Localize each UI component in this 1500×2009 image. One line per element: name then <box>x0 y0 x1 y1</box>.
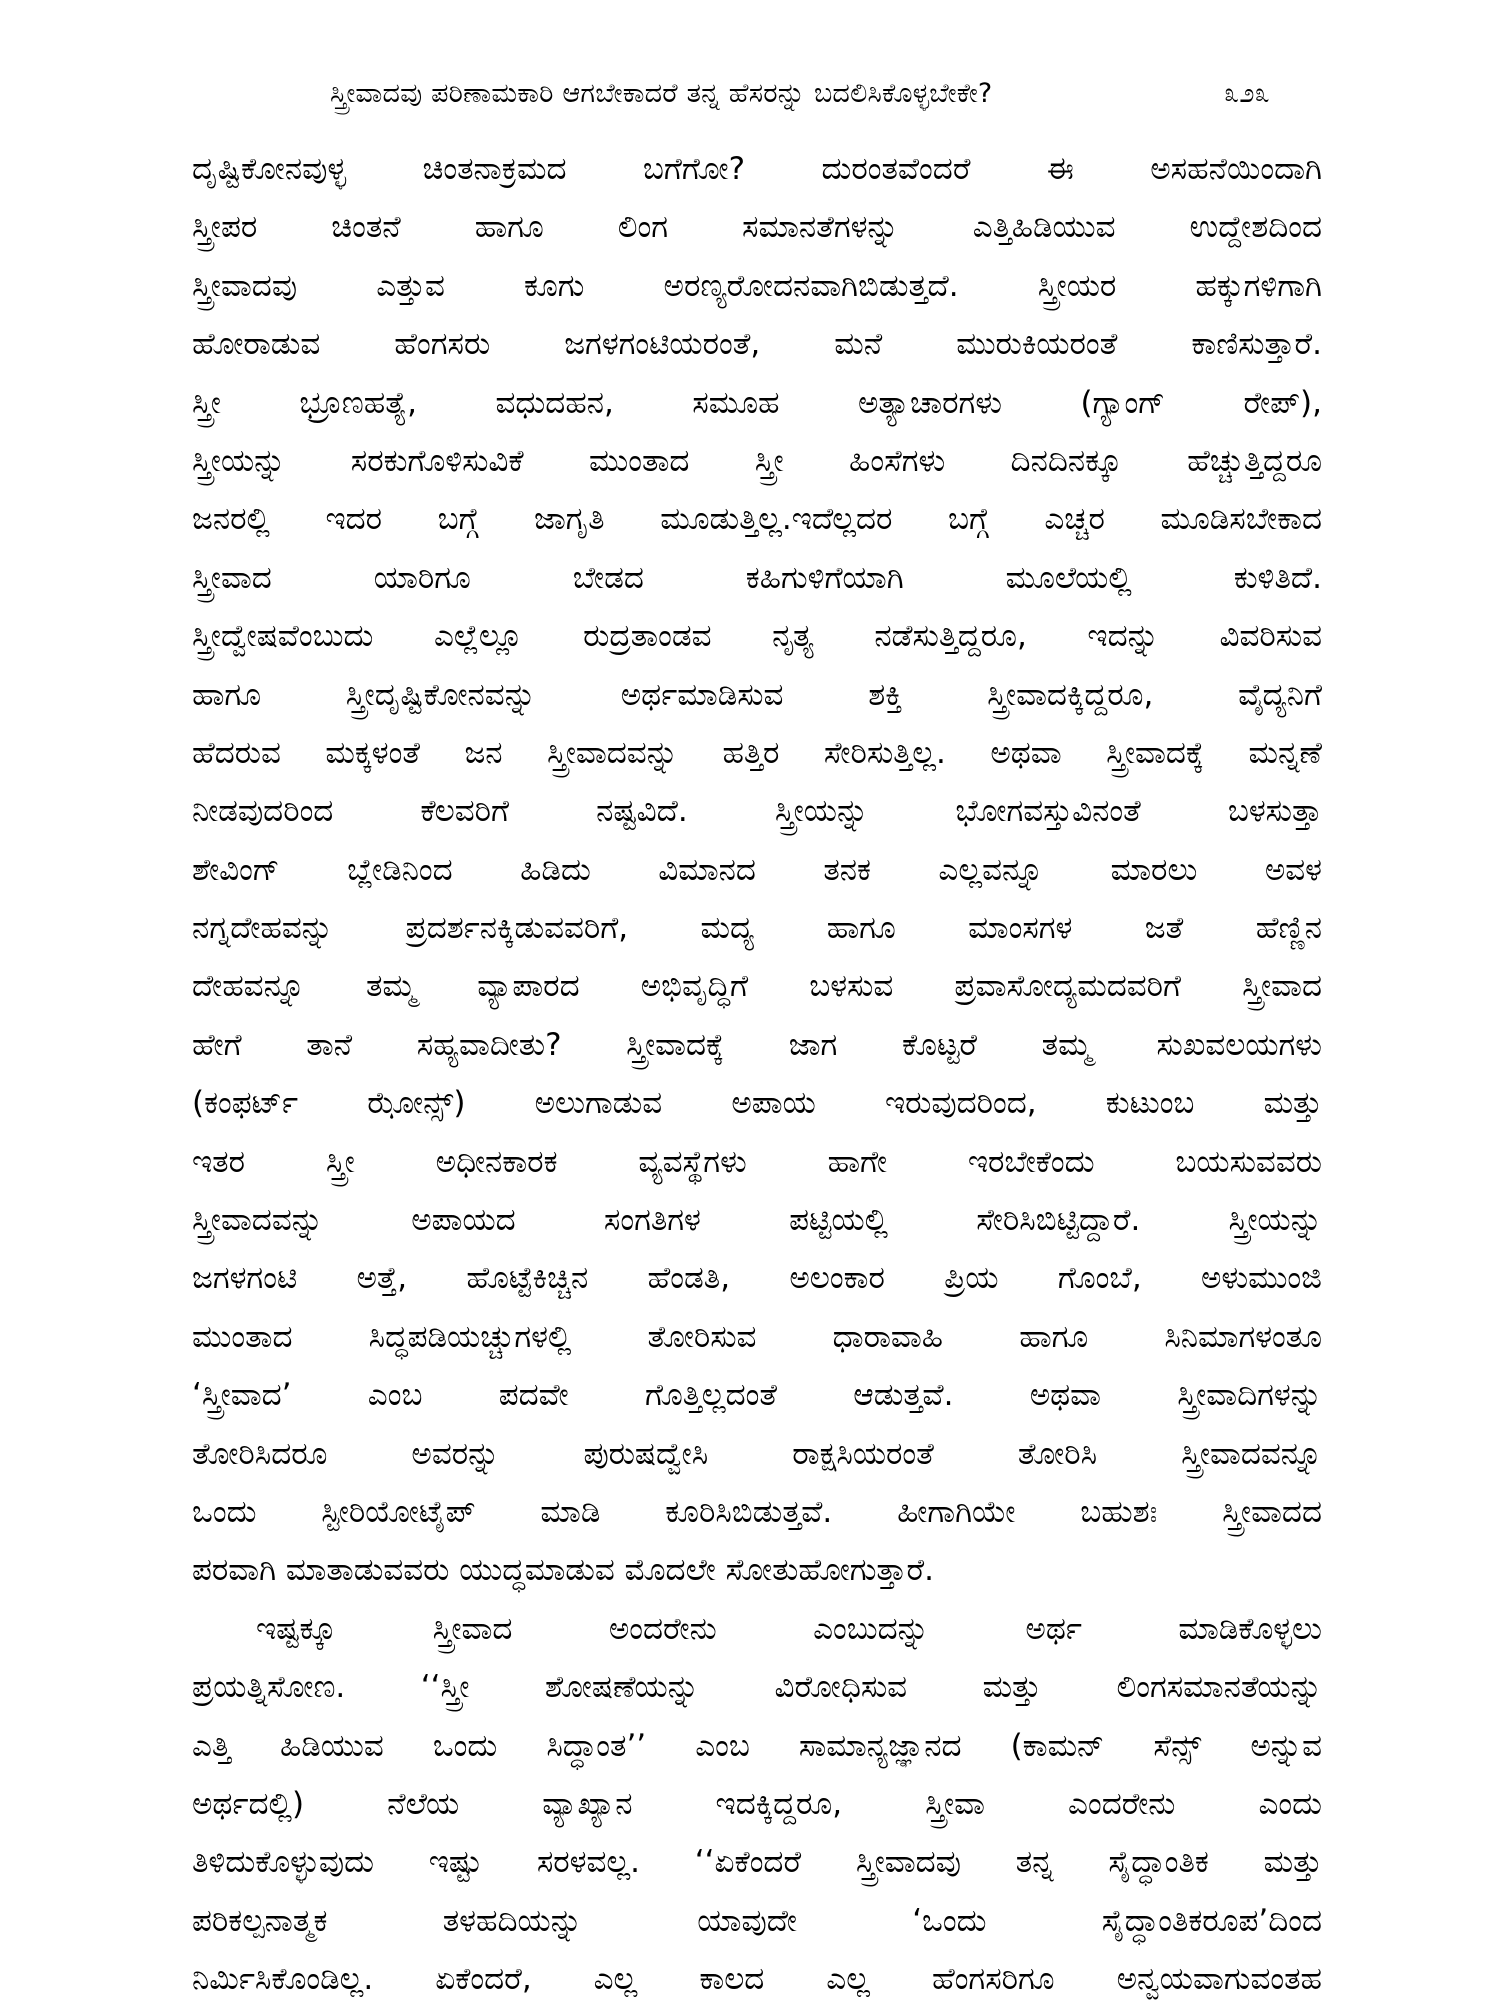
text-line: ಇಷ್ಟಕ್ಕೂ ಸ್ತ್ರೀವಾದ ಅಂದರೇನು ಎಂಬುದನ್ನು ಅರ್ಥ ಮಾಡಿಕೊಳ್ಳಲು <box>256 1610 1322 1647</box>
text-line: ಜಗಳಗಂಟಿ ಅತ್ತೆ, ಹೊಟ್ಟೆಕಿಚ್ಚಿನ ಹೆಂಡತಿ, ಅಲಂಕಾರ ಪ್ರಿಯ ಗೊಂಬೆ, ಅಳುಮುಂಜಿ <box>192 1260 1322 1297</box>
text-line: ತಿಳಿದುಕೊಳ್ಳುವುದು ಇಷ್ಟು ಸರಳವಲ್ಲ. ‘‘ಏಕೆಂದರೆ ಸ್ತ್ರೀವಾದವು ತನ್ನ ಸೈದ್ಧಾಂತಿಕ ಮತ್ತು <box>192 1844 1322 1881</box>
text-line: ‘ಸ್ತ್ರೀವಾದ’ ಎಂಬ ಪದವೇ ಗೊತ್ತಿಲ್ಲದಂತೆ ಆಡುತ್ತವೆ. ಅಥವಾ ಸ್ತ್ರೀವಾದಿಗಳನ್ನು <box>192 1377 1322 1414</box>
text-line: ಜನರಲ್ಲಿ ಇದರ ಬಗ್ಗೆ ಜಾಗೃತಿ ಮೂಡುತ್ತಿಲ್ಲ.ಇದೆಲ್ಲದರ ಬಗ್ಗೆ ಎಚ್ಚರ ಮೂಡಿಸಬೇಕಾದ <box>192 501 1322 538</box>
running-header <box>330 70 1270 118</box>
text-line: ಸ್ತ್ರೀದ್ವೇಷವೆಂಬುದು ಎಲ್ಲೆಲ್ಲೂ ರುದ್ರತಾಂಡವ ನೃತ್ಯ ನಡೆಸುತ್ತಿದ್ದರೂ, ಇದನ್ನು ವಿವರಿಸುವ <box>192 618 1322 655</box>
text-line: ಹಾಗೂ ಸ್ತ್ರೀದೃಷ್ಟಿಕೋನವನ್ನು ಅರ್ಥಮಾಡಿಸುವ ಶಕ್ತಿ ಸ್ತ್ರೀವಾದಕ್ಕಿದ್ದರೂ, ವೈದ್ಯನಿಗೆ <box>192 676 1322 713</box>
text-line: ಪ್ರಯತ್ನಿಸೋಣ. ‘‘ಸ್ತ್ರೀ ಶೋಷಣೆಯನ್ನು ವಿರೋಧಿಸುವ ಮತ್ತು ಲಿಂಗಸಮಾನತೆಯನ್ನು <box>192 1669 1322 1706</box>
text-line: ದೃಷ್ಟಿಕೋನವುಳ್ಳ ಚಿಂತನಾಕ್ರಮದ ಬಗೆಗೋ? ದುರಂತವೆಂದರೆ ಈ ಅಸಹನೆಯಿಂದಾಗಿ <box>192 151 1322 187</box>
text-line: ಸ್ತ್ರೀಯನ್ನು ಸರಕುಗೊಳಿಸುವಿಕೆ ಮುಂತಾದ ಸ್ತ್ರೀ ಹಿಂಸೆಗಳು ದಿನದಿನಕ್ಕೂ ಹೆಚ್ಚುತ್ತಿದ್ದರೂ <box>192 442 1322 479</box>
text-line: (ಕಂಫರ್ಟ್ ಝೋನ್ಸ್) ಅಲುಗಾಡುವ ಅಪಾಯ ಇರುವುದರಿಂದ, ಕುಟುಂಬ ಮತ್ತು <box>192 1085 1322 1122</box>
paragraph-2 <box>192 1600 1322 2009</box>
text-line: ಹೋರಾಡುವ ಹೆಂಗಸರು ಜಗಳಗಂಟಿಯರಂತೆ, ಮನೆ ಮುರುಕಿಯರಂತೆ ಕಾಣಿಸುತ್ತಾರೆ. <box>192 326 1322 363</box>
text-line: ನೀಡವುದರಿಂದ ಕೆಲವರಿಗೆ ನಷ್ಟವಿದೆ. ಸ್ತ್ರೀಯನ್ನು ಭೋಗವಸ್ತುವಿನಂತೆ ಬಳಸುತ್ತಾ <box>192 793 1322 830</box>
text-line: ಸ್ತ್ರೀ ಭ್ರೂಣಹತ್ಯೆ, ವಧುದಹನ, ಸಮೂಹ ಅತ್ಯಾಚಾರಗಳು (ಗ್ಯಾಂಗ್ ರೇಪ್), <box>192 384 1322 421</box>
text-line: ಸ್ತ್ರೀವಾದವು ಎತ್ತುವ ಕೂಗು ಅರಣ್ಯರೋದನವಾಗಿಬಿಡುತ್ತದೆ. ಸ್ತ್ರೀಯರ ಹಕ್ಕುಗಳಿಗಾಗಿ <box>192 267 1322 304</box>
text-line: ಹೆದರುವ ಮಕ್ಕಳಂತೆ ಜನ ಸ್ತ್ರೀವಾದವನ್ನು ಹತ್ತಿರ ಸೇರಿಸುತ್ತಿಲ್ಲ. ಅಥವಾ ಸ್ತ್ರೀವಾದಕ್ಕೆ ಮನ್ನಣೆ <box>192 734 1322 771</box>
text-line: ಇತರ ಸ್ತ್ರೀ ಅಧೀನಕಾರಕ ವ್ಯವಸ್ಥೆಗಳು ಹಾಗೇ ಇರಬೇಕೆಂದು ಬಯಸುವವರು <box>192 1143 1322 1180</box>
text-line: ಅರ್ಥದಲ್ಲಿ) ನೆಲೆಯ ವ್ಯಾಖ್ಯಾನ ಇದಕ್ಕಿದ್ದರೂ, ಸ್ತ್ರೀವಾ ಎಂದರೇನು ಎಂದು <box>192 1785 1322 1822</box>
text-line: ದೇಹವನ್ನೂ ತಮ್ಮ ವ್ಯಾಪಾರದ ಅಭಿವೃದ್ಧಿಗೆ ಬಳಸುವ ಪ್ರವಾಸೋದ್ಯಮದವರಿಗೆ ಸ್ತ್ರೀವಾದ <box>192 968 1322 1005</box>
text-line: ಸ್ತ್ರೀಪರ ಚಿಂತನೆ ಹಾಗೂ ಲಿಂಗ ಸಮಾನತೆಗಳನ್ನು ಎತ್ತಿಹಿಡಿಯುವ ಉದ್ದೇಶದಿಂದ <box>192 209 1322 246</box>
text-line: ಪರಿಕಲ್ಪನಾತ್ಮಕ ತಳಹದಿಯನ್ನು ಯಾವುದೇ ‘ಒಂದು ಸೈದ್ಧಾಂತಿಕರೂಪ’ದಿಂದ <box>192 1902 1322 1939</box>
text-line: ಎತ್ತಿ ಹಿಡಿಯುವ ಒಂದು ಸಿದ್ಧಾಂತ’’ ಎಂಬ ಸಾಮಾನ್ಯಜ್ಞಾನದ (ಕಾಮನ್ ಸೆನ್ಸ್ ಅನ್ನುವ <box>192 1727 1322 1764</box>
chapter-title: ಸ್ತ್ರೀವಾದವು ಪರಿಣಾಮಕಾರಿ ಆಗಬೇಕಾದರೆ ತನ್ನ ಹೆಸರನ್ನು ಬದಲಿಸಿಕೊಳ್ಳಬೇಕೇ? <box>330 78 993 109</box>
text-line: ತೋರಿಸಿದರೂ ಅವರನ್ನು ಪುರುಷದ್ವೇಸಿ ರಾಕ್ಷಸಿಯರಂತೆ ತೋರಿಸಿ ಸ್ತ್ರೀವಾದವನ್ನೂ <box>192 1435 1322 1472</box>
text-line: ಸ್ತ್ರೀವಾದವನ್ನು ಅಪಾಯದ ಸಂಗತಿಗಳ ಪಟ್ಟಿಯಲ್ಲಿ ಸೇರಿಸಿಬಿಟ್ಟಿದ್ದಾರೆ. ಸ್ತ್ರೀಯನ್ನು <box>192 1202 1322 1239</box>
text-line: ಹೇಗೆ ತಾನೆ ಸಹ್ಯವಾದೀತು? ಸ್ತ್ರೀವಾದಕ್ಕೆ ಜಾಗ ಕೊಟ್ಟರೆ ತಮ್ಮ ಸುಖವಲಯಗಳು <box>192 1026 1322 1063</box>
text-line: ಮುಂತಾದ ಸಿದ್ಧಪಡಿಯಚ್ಚುಗಳಲ್ಲಿ ತೋರಿಸುವ ಧಾರಾವಾಹಿ ಹಾಗೂ ಸಿನಿಮಾಗಳಂತೂ <box>192 1318 1322 1355</box>
body-text <box>192 140 1322 1998</box>
text-line: ಶೇವಿಂಗ್ ಬ್ಲೇಡಿನಿಂದ ಹಿಡಿದು ವಿಮಾನದ ತನಕ ಎಲ್ಲವನ್ನೂ ಮಾರಲು ಅವಳ <box>192 851 1322 888</box>
text-line: ನಿರ್ಮಿಸಿಕೊಂಡಿಲ್ಲ. ಏಕೆಂದರೆ, ಎಲ್ಲ ಕಾಲದ ಎಲ್ಲ ಹೆಂಗಸರಿಗೂ ಅನ್ವಯವಾಗುವಂತಹ <box>192 1961 1322 1998</box>
text-line: ಒಂದು ಸ್ಟೀರಿಯೋಟೈಪ್ ಮಾಡಿ ಕೂರಿಸಿಬಿಡುತ್ತವೆ. ಹೀಗಾಗಿಯೇ ಬಹುಶಃ ಸ್ತ್ರೀವಾದದ <box>192 1493 1322 1530</box>
text-line: ಪರವಾಗಿ ಮಾತಾಡುವವರು ಯುದ್ಧಮಾಡುವ ಮೊದಲೇ ಸೋತುಹೋಗುತ್ತಾರೆ. <box>192 1552 934 1589</box>
page-number: ೩೨೩ <box>1224 78 1270 109</box>
text-line: ನಗ್ನದೇಹವನ್ನು ಪ್ರದರ್ಶನಕ್ಕಿಡುವವರಿಗೆ, ಮದ್ಯ ಹಾಗೂ ಮಾಂಸಗಳ ಜತೆ ಹೆಣ್ಣಿನ <box>192 910 1322 947</box>
paragraph-1 <box>192 140 1322 1600</box>
text-line: ಸ್ತ್ರೀವಾದ ಯಾರಿಗೂ ಬೇಡದ ಕಹಿಗುಳಿಗೆಯಾಗಿ ಮೂಲೆಯಲ್ಲಿ ಕುಳಿತಿದೆ. <box>192 559 1322 596</box>
